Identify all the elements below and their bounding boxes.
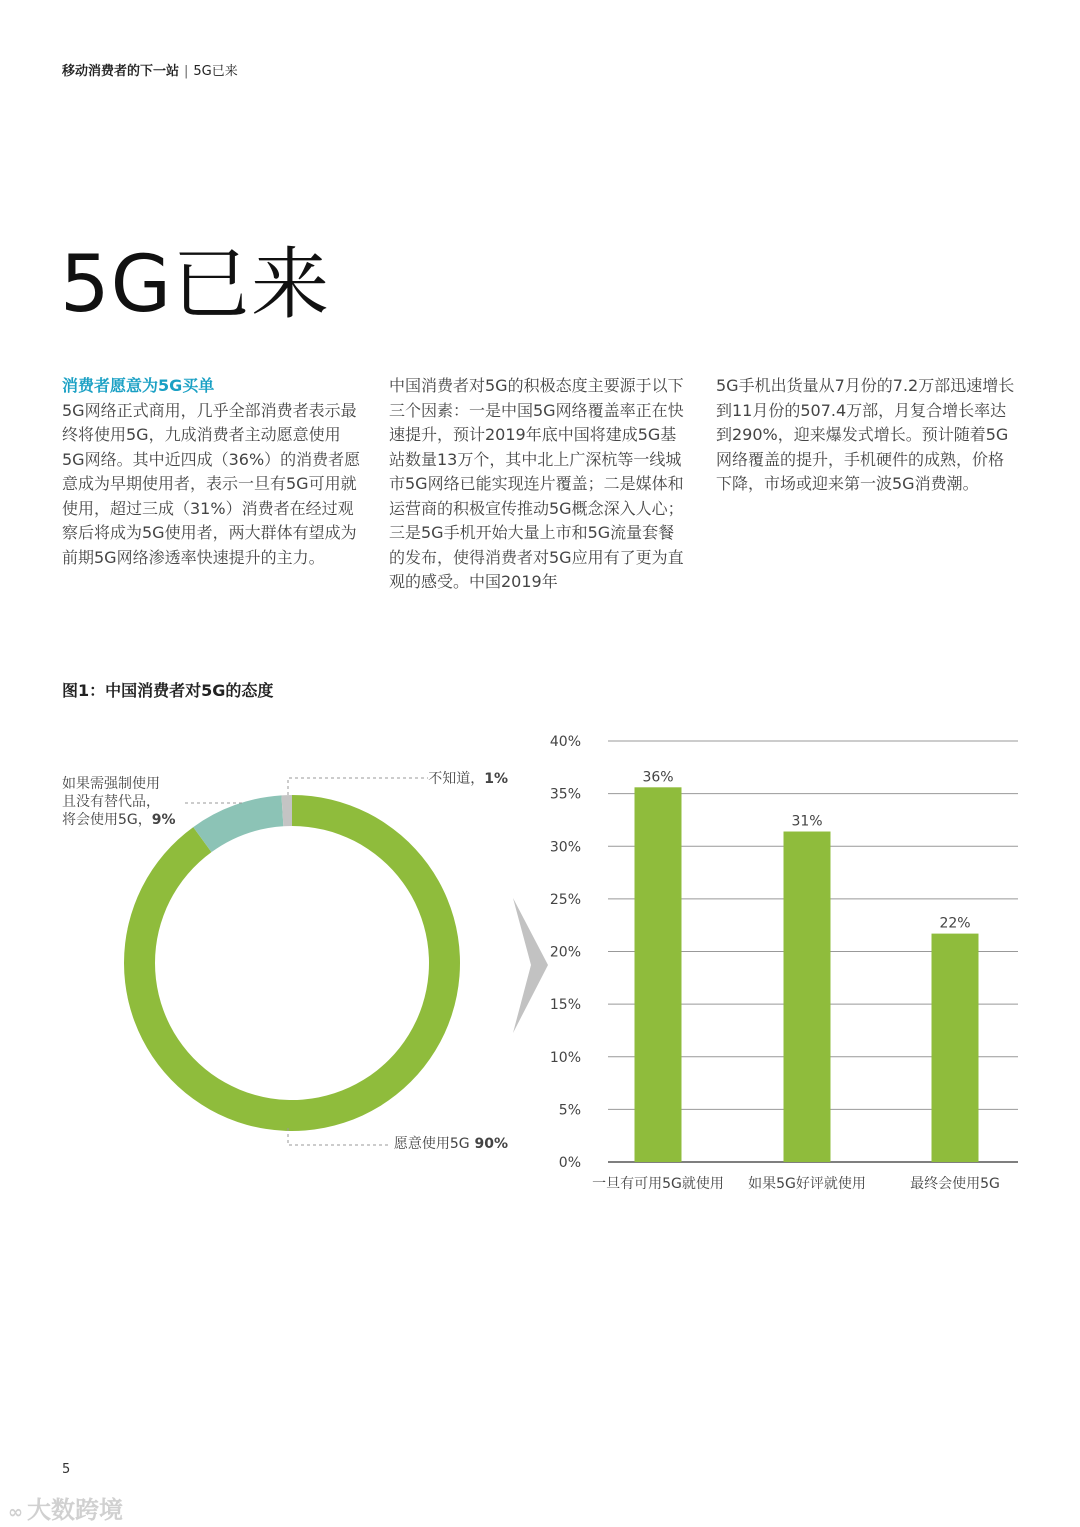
bar-data-label-1: 31% — [791, 813, 823, 830]
column-3-body: 5G手机出货量从7月份的7.2万部迅速增长到11月份的507.4万部，月复合增长率达到290%，迎来爆发式增长。预计随着5G网络覆盖的提升，手机硬件的成熟，价格下降，市场或迎来第一波5G消费潮。 — [716, 376, 1015, 493]
y-tick-label-6: 30% — [549, 839, 581, 856]
breadcrumb-section: 移动消费者的下一站 — [62, 64, 180, 79]
breadcrumb-chapter: 5G已来 — [193, 64, 238, 79]
donut-label-1-line-2: 将会使用5G，9% — [62, 812, 176, 828]
donut-label-1-value: 9% — [151, 812, 176, 828]
donut-label-2-value: 1% — [484, 771, 508, 787]
leader-line-2 — [288, 778, 428, 795]
donut-label-0-name: 愿意使用5G — [393, 1136, 470, 1152]
watermark-text: 大数跨境 — [27, 1496, 123, 1524]
breadcrumb-separator: | — [184, 64, 189, 79]
watermark-logo-icon: ∞ — [8, 1502, 23, 1523]
donut-chart — [62, 771, 508, 1152]
x-category-label-1: 如果5G好评就使用 — [748, 1176, 866, 1192]
bar-2 — [932, 934, 979, 1162]
x-category-label-0: 一旦有可用5G就使用 — [592, 1176, 724, 1192]
donut-label-1-line-1: 且没有替代品， — [62, 794, 160, 810]
bar-chart — [550, 734, 1018, 1192]
donut-slice-1 — [193, 795, 283, 852]
figure-title: 图1：中国消费者对5G的态度 — [62, 681, 274, 700]
bar-1 — [784, 832, 831, 1162]
y-tick-label-8: 40% — [549, 734, 581, 750]
y-tick-label-4: 20% — [549, 944, 581, 961]
donut-label-0 — [394, 1135, 508, 1152]
donut-label-2 — [428, 771, 508, 787]
column-1-body: 5G网络正式商用，几乎全部消费者表示最终将使用5G，九成消费者主动愿意使用5G网络。其中近四成（36%）的消费者愿意成为早期使用者，表示一旦有5G可用就使用，超过三成（31%）消费者在经过观察后将成为5G使用者，两大群体有望成为前期5G网络渗透率快速提升的主力。 — [62, 400, 361, 567]
donut-label-2-name: 不知道， — [428, 771, 485, 787]
bar-data-label-2: 22% — [939, 915, 971, 932]
y-tick-label-7: 35% — [549, 786, 581, 803]
donut-label-0-value: 90% — [469, 1136, 508, 1152]
donut-label-1-line-0: 如果需强制使用 — [62, 776, 160, 792]
donut-slice-0 — [124, 795, 460, 1131]
page-title: 5G已来 — [60, 240, 331, 330]
column-2-body: 中国消费者对5G的积极态度主要源于以下三个因素：一是中国5G网络覆盖率正在快速提升，预计2019年底中国将建成5G基站数量13万个，其中北上广深杭等一线城市5G网络已能实现连片覆盖；二是媒体和运营商的积极宣传推动5G概念深入人心；三是5G手机开始大量上市和5G流量套餐的发布，使得消费者对5G应用有了更为直观的感受。中国2019年 — [389, 376, 684, 591]
y-tick-label-0: 0% — [558, 1155, 581, 1171]
y-tick-label-5: 25% — [549, 891, 581, 908]
x-category-label-2: 最终会使用5G — [910, 1176, 1000, 1192]
bar-data-label-0: 36% — [642, 769, 674, 786]
y-tick-label-1: 5% — [558, 1102, 581, 1119]
watermark — [8, 1490, 123, 1525]
flow-arrow-icon — [513, 898, 548, 1033]
bar-0 — [635, 787, 682, 1162]
y-tick-label-3: 15% — [549, 997, 581, 1014]
page-number: 5 — [62, 1462, 71, 1477]
section-lead: 消费者愿意为5G买单 — [62, 376, 215, 395]
y-tick-label-2: 10% — [549, 1049, 581, 1066]
